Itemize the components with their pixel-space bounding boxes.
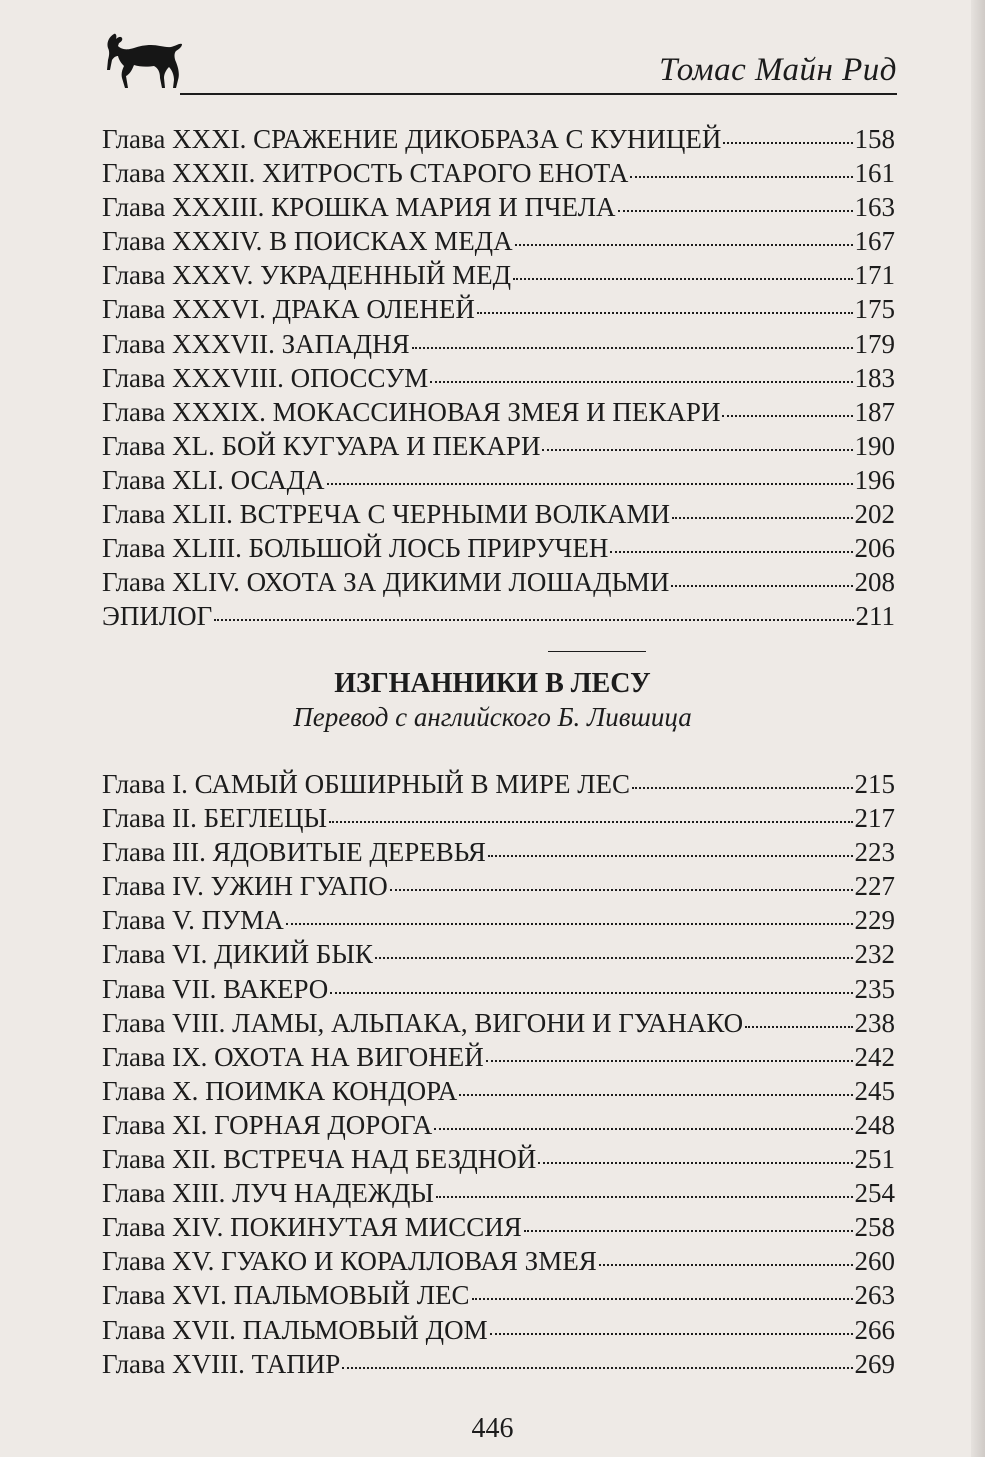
toc-entry-title: Глава IX. ОХОТА НА ВИГОНЕЙ	[102, 1041, 484, 1072]
toc-entry-page: 183	[854, 362, 895, 393]
toc-entry	[102, 1280, 895, 1314]
toc-entry-page: 171	[854, 260, 895, 291]
toc-leader-dots	[286, 922, 853, 925]
toc-leader-dots	[490, 1332, 853, 1335]
toc-entry-page: 167	[854, 226, 895, 257]
page-number: 446	[471, 1413, 514, 1444]
toc-entry	[102, 124, 895, 158]
toc-entry-page: 206	[854, 533, 895, 564]
toc-entry-page: 190	[854, 430, 895, 461]
toc-entry	[102, 294, 895, 328]
toc-entry-title: ЭПИЛОГ	[102, 601, 213, 632]
toc-entry	[102, 837, 895, 871]
toc-entry	[102, 431, 895, 465]
toc-entry	[102, 601, 895, 635]
toc-entry-page: 215	[854, 769, 895, 799]
toc-leader-dots	[538, 1161, 852, 1164]
toc-leader-dots	[436, 1195, 853, 1198]
toc-entry	[102, 974, 895, 1008]
toc-entry-page: 175	[854, 294, 895, 325]
toc-entry-title: Глава XVIII. ТАПИР	[102, 1348, 341, 1379]
toc-entry-page: 223	[854, 837, 895, 868]
toc-part2	[102, 769, 895, 1383]
toc-entry-title: Глава IV. УЖИН ГУАПО	[102, 871, 388, 902]
toc-entry-page: 258	[854, 1212, 895, 1243]
toc-entry-page: 232	[854, 939, 895, 970]
toc-leader-dots	[513, 277, 853, 280]
toc-entry-title: Глава XLII. ВСТРЕЧА С ЧЕРНЫМИ ВОЛКАМИ	[102, 499, 671, 530]
toc-entry-page: 260	[854, 1246, 895, 1277]
toc-entry-title: Глава VI. ДИКИЙ БЫК	[102, 939, 373, 970]
toc-entry-page: 248	[854, 1109, 895, 1140]
toc-entry-title: Глава XI. ГОРНАЯ ДОРОГА	[102, 1109, 433, 1140]
toc-entry	[102, 1212, 895, 1246]
toc-leader-dots	[542, 448, 852, 451]
toc-entry-title: Глава XLIII. БОЛЬШОЙ ЛОСЬ ПРИРУЧЕН	[102, 533, 609, 564]
toc-entry-title: Глава XVI. ПАЛЬМОВЫЙ ЛЕС	[102, 1280, 470, 1311]
toc-leader-dots	[630, 175, 852, 178]
toc-entry	[102, 1349, 895, 1383]
toc-entry-title: Глава XXXII. ХИТРОСТЬ СТАРОГО ЕНОТА	[102, 158, 629, 189]
toc-leader-dots	[745, 1025, 852, 1028]
toc-leader-dots	[329, 820, 852, 823]
toc-entry-title: Глава XV. ГУАКО И КОРАЛЛОВАЯ ЗМЕЯ	[102, 1246, 597, 1277]
toc-leader-dots	[486, 1059, 853, 1062]
toc-entry-page: 196	[854, 464, 895, 495]
toc-leader-dots	[214, 618, 853, 621]
toc-entry-title: Глава XIII. ЛУЧ НАДЕЖДЫ	[102, 1178, 434, 1209]
toc-leader-dots	[430, 380, 852, 383]
toc-leader-dots	[599, 1263, 853, 1266]
toc-leader-dots	[342, 1366, 852, 1369]
toc-entry	[102, 1246, 895, 1280]
toc-entry-page: 238	[854, 1007, 895, 1038]
toc-entry-title: Глава XXXVI. ДРАКА ОЛЕНЕЙ	[102, 294, 475, 325]
section-title: ИЗГНАННИКИ В ЛЕСУ	[334, 668, 651, 699]
toc-entry	[102, 1178, 895, 1212]
toc-entry-title: Глава III. ЯДОВИТЫЕ ДЕРЕВЬЯ	[102, 837, 486, 868]
toc-entry	[102, 465, 895, 499]
toc-leader-dots	[671, 584, 852, 587]
toc-entry-page: 158	[854, 124, 895, 154]
toc-leader-dots	[472, 1297, 853, 1300]
toc-entry-title: Глава XXXI. СРАЖЕНИЕ ДИКОБРАЗА С КУНИЦЕЙ	[102, 124, 722, 154]
toc-leader-dots	[488, 854, 853, 857]
toc-part1	[102, 124, 895, 635]
toc-entry-title: Глава V. ПУМА	[102, 905, 284, 936]
toc-entry-title: Глава XXXVII. ЗАПАДНЯ	[102, 328, 410, 359]
toc-entry	[102, 329, 895, 363]
toc-entry	[102, 803, 895, 837]
toc-entry-title: Глава XII. ВСТРЕЧА НАД БЕЗДНОЙ	[102, 1144, 537, 1175]
toc-entry-title: Глава I. САМЫЙ ОБШИРНЫЙ В МИРЕ ЛЕС	[102, 769, 631, 799]
toc-leader-dots	[327, 482, 853, 485]
toc-entry	[102, 260, 895, 294]
toc-entry	[102, 1110, 895, 1144]
toc-entry	[102, 939, 895, 973]
toc-leader-dots	[723, 141, 852, 144]
toc-entry-page: 227	[854, 871, 895, 902]
toc-entry-page: 254	[854, 1178, 895, 1209]
toc-entry-title: Глава XIV. ПОКИНУТАЯ МИССИЯ	[102, 1212, 522, 1243]
toc-entry-page: 179	[854, 328, 895, 359]
toc-entry-page: 161	[854, 158, 895, 189]
toc-entry-title: Глава XLIV. ОХОТА ЗА ДИКИМИ ЛОШАДЬМИ	[102, 567, 670, 598]
toc-entry	[102, 363, 895, 397]
toc-entry-page: 187	[854, 396, 895, 427]
toc-entry	[102, 871, 895, 905]
toc-entry-title: Глава XXXIII. КРОШКА МАРИЯ И ПЧЕЛА	[102, 192, 616, 223]
toc-entry	[102, 397, 895, 431]
toc-entry-title: Глава II. БЕГЛЕЦЫ	[102, 803, 328, 834]
toc-leader-dots	[618, 209, 853, 212]
toc-entry-title: Глава X. ПОИМКА КОНДОРА	[102, 1075, 458, 1106]
toc-leader-dots	[412, 346, 853, 349]
toc-entry-page: 235	[854, 973, 895, 1004]
toc-entry-title: Глава XL. БОЙ КУГУАРА И ПЕКАРИ	[102, 430, 541, 461]
horse-silhouette-icon	[104, 30, 184, 92]
toc-entry	[102, 226, 895, 260]
toc-entry	[102, 905, 895, 939]
toc-entry-title: Глава XXXVIII. ОПОССУМ	[102, 362, 429, 393]
toc-entry-title: Глава XVII. ПАЛЬМОВЫЙ ДОМ	[102, 1314, 488, 1345]
toc-entry	[102, 769, 895, 803]
toc-entry	[102, 499, 895, 533]
toc-entry-page: 163	[854, 192, 895, 223]
toc-leader-dots	[632, 786, 852, 789]
toc-leader-dots	[610, 550, 852, 553]
toc-entry-page: 211	[855, 601, 895, 632]
toc-entry-page: 245	[854, 1075, 895, 1106]
toc-entry-page: 263	[854, 1280, 895, 1311]
toc-leader-dots	[672, 516, 852, 519]
toc-leader-dots	[390, 888, 853, 891]
toc-entry-page: 229	[854, 905, 895, 936]
toc-entry	[102, 158, 895, 192]
toc-entry-page: 266	[854, 1314, 895, 1345]
toc-entry	[102, 567, 895, 601]
toc-leader-dots	[434, 1127, 852, 1130]
toc-entry-title: Глава XXXIV. В ПОИСКАХ МЕДА	[102, 226, 513, 257]
toc-entry-page: 242	[854, 1041, 895, 1072]
toc-entry-page: 202	[854, 499, 895, 530]
toc-entry-title: Глава XXXV. УКРАДЕННЫЙ МЕД	[102, 260, 511, 291]
toc-entry-page: 217	[854, 803, 895, 834]
toc-entry	[102, 1144, 895, 1178]
header-author: Томас Майн Рид	[659, 52, 897, 88]
header-rule	[180, 93, 897, 95]
toc-leader-dots	[722, 414, 852, 417]
toc-entry-title: Глава VII. ВАКЕРО	[102, 973, 329, 1004]
toc-entry-page: 269	[854, 1348, 895, 1379]
toc-entry-title: Глава XLI. ОСАДА	[102, 464, 325, 495]
toc-entry-title: Глава XXXIX. МОКАССИНОВАЯ ЗМЕЯ И ПЕКАРИ	[102, 396, 721, 427]
toc-leader-dots	[515, 243, 853, 246]
toc-entry	[102, 1008, 895, 1042]
toc-entry	[102, 192, 895, 226]
toc-entry	[102, 1315, 895, 1349]
toc-entry-page: 208	[854, 567, 895, 598]
toc-entry	[102, 533, 895, 567]
toc-leader-dots	[459, 1093, 852, 1096]
toc-leader-dots	[524, 1229, 853, 1232]
toc-entry	[102, 1076, 895, 1110]
section-subtitle: Перевод с английского Б. Лившица	[293, 702, 692, 732]
toc-entry-title: Глава VIII. ЛАМЫ, АЛЬПАКА, ВИГОНИ И ГУАНАКО	[102, 1007, 744, 1038]
toc-leader-dots	[477, 311, 853, 314]
toc-leader-dots	[330, 991, 852, 994]
section-divider	[548, 651, 646, 652]
toc-entry	[102, 1042, 895, 1076]
toc-entry-page: 251	[854, 1144, 895, 1175]
toc-leader-dots	[375, 956, 853, 959]
